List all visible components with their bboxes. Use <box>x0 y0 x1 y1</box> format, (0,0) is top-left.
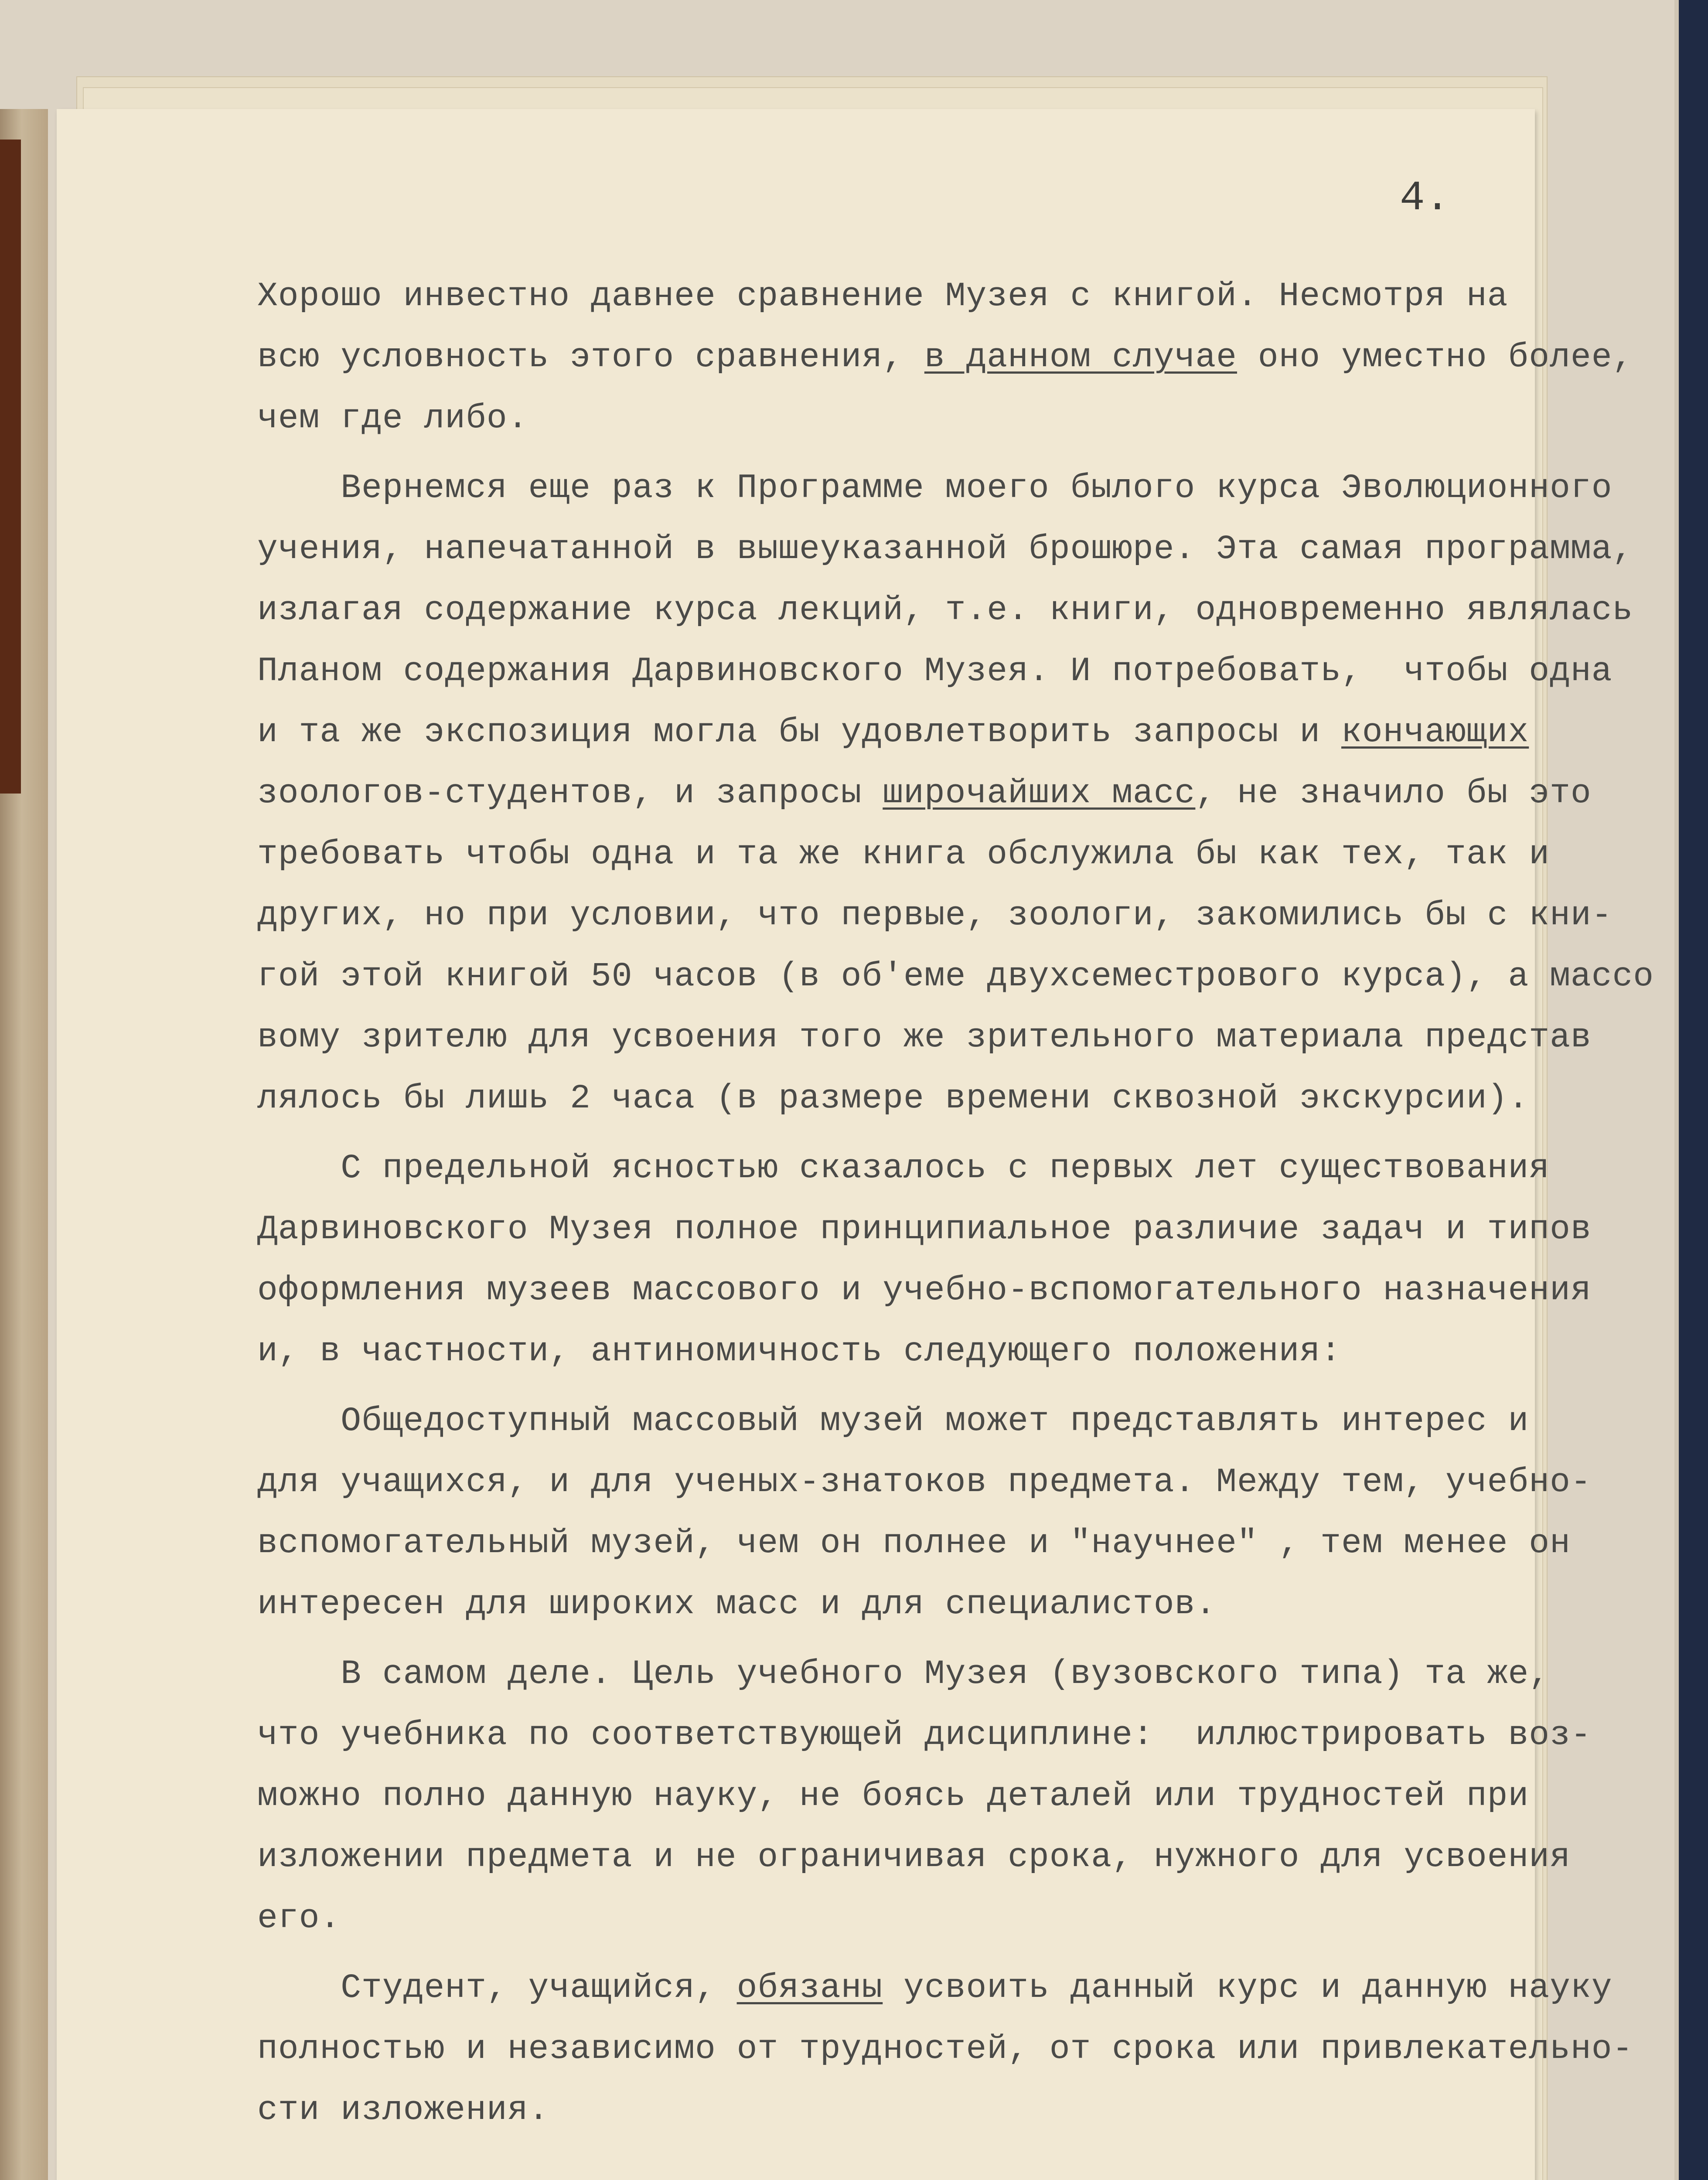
text-line <box>257 2080 1544 2141</box>
paragraph-gap <box>257 1949 1544 1958</box>
text-run: требовать чтобы одна и та же книга обслужила бы как тех, так и <box>257 835 1550 874</box>
text-line <box>257 519 1633 580</box>
text-line <box>257 1705 1592 1766</box>
text-run: интересен для широких масс и для специалистов. <box>257 1585 1217 1624</box>
underlined-text: широчайших масс <box>883 774 1196 813</box>
text-run: изложении предмета и не ограничивая срока, нужного для усвоения <box>257 1838 1571 1877</box>
text-line <box>257 580 1633 641</box>
text-run: и та же экспозиция могла бы удовлетворить запросы и <box>257 713 1341 752</box>
text-line <box>257 458 1613 519</box>
text-line <box>257 327 1633 388</box>
text-run: оформления музеев массового и учебно-вспомогательного назначения <box>257 1271 1592 1310</box>
text-run: и, в частности, антиномичность следующего положения: <box>257 1332 1341 1371</box>
text-run: Дарвиновского Музея полное принципиальное различие задач и типов <box>257 1210 1592 1249</box>
text-run: всю условность этого сравнения, <box>257 338 924 377</box>
text-line <box>257 1321 1544 1382</box>
text-run: его. <box>257 1899 341 1938</box>
text-line <box>257 1574 1544 1635</box>
text-line <box>257 1888 1544 1949</box>
page-number: 4. <box>1400 174 1450 222</box>
paragraph <box>257 458 1654 1129</box>
paragraph <box>257 1391 1592 1635</box>
text-line <box>257 885 1613 946</box>
text-run: зоологов-студентов, и запросы <box>257 774 883 813</box>
text-line <box>257 1644 1550 1705</box>
text-run: Вернемся еще раз к Программе моего былого курса Эволюционного <box>257 469 1613 508</box>
text-line <box>257 1138 1550 1199</box>
text-line <box>257 388 1544 449</box>
text-run: Хорошо инвестно давнее сравнение Музея с книгой. Несмотря на <box>257 277 1508 316</box>
text-run: Студент, учащийся, <box>257 1969 737 2007</box>
text-run: для учащихся, и для ученых-знатоков предмета. Между тем, учебно- <box>257 1463 1592 1502</box>
text-line <box>257 2019 1633 2080</box>
text-run: оно уместно более, <box>1237 338 1633 377</box>
text-run: Общедоступный массовый музей может представлять интерес и <box>257 1402 1529 1441</box>
text-line <box>257 1827 1571 1888</box>
text-line <box>257 1766 1544 1827</box>
underlined-text: обязаны <box>736 1969 883 2007</box>
text-run: можно полно данную науку, не боясь деталей или трудностей при <box>257 1777 1529 1816</box>
text-run: усвоить данный курс и данную науку <box>883 1969 1613 2007</box>
text-line <box>257 266 1544 327</box>
text-run: чем где либо. <box>257 399 528 438</box>
text-line <box>257 702 1544 763</box>
paragraph-gap <box>257 449 1544 458</box>
text-line <box>257 763 1592 824</box>
paragraph-gap <box>257 1382 1544 1391</box>
text-run: излагая содержание курса лекций, т.е. книги, одновременно являлась <box>257 591 1633 630</box>
text-run: гой этой книгой 50 часов (в об'еме двухсеместрового курса), а массо <box>257 957 1654 996</box>
text-run: С предельной ясностью сказалось с первых лет существования <box>257 1149 1550 1188</box>
text-line <box>257 1260 1592 1321</box>
text-run: сти изложения. <box>257 2091 549 2129</box>
paragraph <box>257 1138 1592 1382</box>
text-line <box>257 1513 1571 1574</box>
text-line <box>257 824 1550 885</box>
text-line <box>257 946 1654 1007</box>
text-line <box>257 641 1613 702</box>
text-run: что учебника по соответствующей дисциплине: иллюстрировать воз- <box>257 1716 1592 1754</box>
text-run: лялось бы лишь 2 часа (в размере времени сквозной экскурсии). <box>257 1080 1529 1118</box>
paragraph <box>257 266 1633 449</box>
paragraph-gap <box>257 1635 1544 1644</box>
text-run: полностью и независимо от трудностей, от срока или привлекательно- <box>257 2030 1633 2068</box>
text-run: , не значило бы это <box>1195 774 1592 813</box>
text-run: Планом содержания Дарвиновского Музея. И потребовать, чтобы одна <box>257 652 1613 691</box>
text-line <box>257 1391 1544 1452</box>
binding-cloth <box>0 140 21 794</box>
text-run: вому зрителю для усвоения того же зрительного материала представ <box>257 1018 1592 1057</box>
paragraph <box>257 1958 1633 2141</box>
text-line <box>257 1199 1592 1260</box>
text-line <box>257 1958 1613 2019</box>
text-run: учения, напечатанной в вышеуказанной брошюре. Эта самая программа, <box>257 530 1633 569</box>
typed-text-body <box>257 266 1654 2141</box>
text-run: В самом деле. Цель учебного Музея (вузовского типа) та же, <box>257 1655 1550 1693</box>
paragraph-gap <box>257 1129 1544 1138</box>
text-run: вспомогательный музей, чем он полнее и "научнее" , тем менее он <box>257 1524 1571 1563</box>
text-run: других, но при условии, что первые, зоологи, закомились бы с кни- <box>257 896 1613 935</box>
text-line <box>257 1068 1544 1129</box>
text-line <box>257 1007 1592 1068</box>
underlined-text: в данном случае <box>924 338 1237 377</box>
paragraph <box>257 1644 1592 1949</box>
text-line <box>257 1452 1592 1513</box>
underlined-text: кончающих <box>1341 713 1529 752</box>
